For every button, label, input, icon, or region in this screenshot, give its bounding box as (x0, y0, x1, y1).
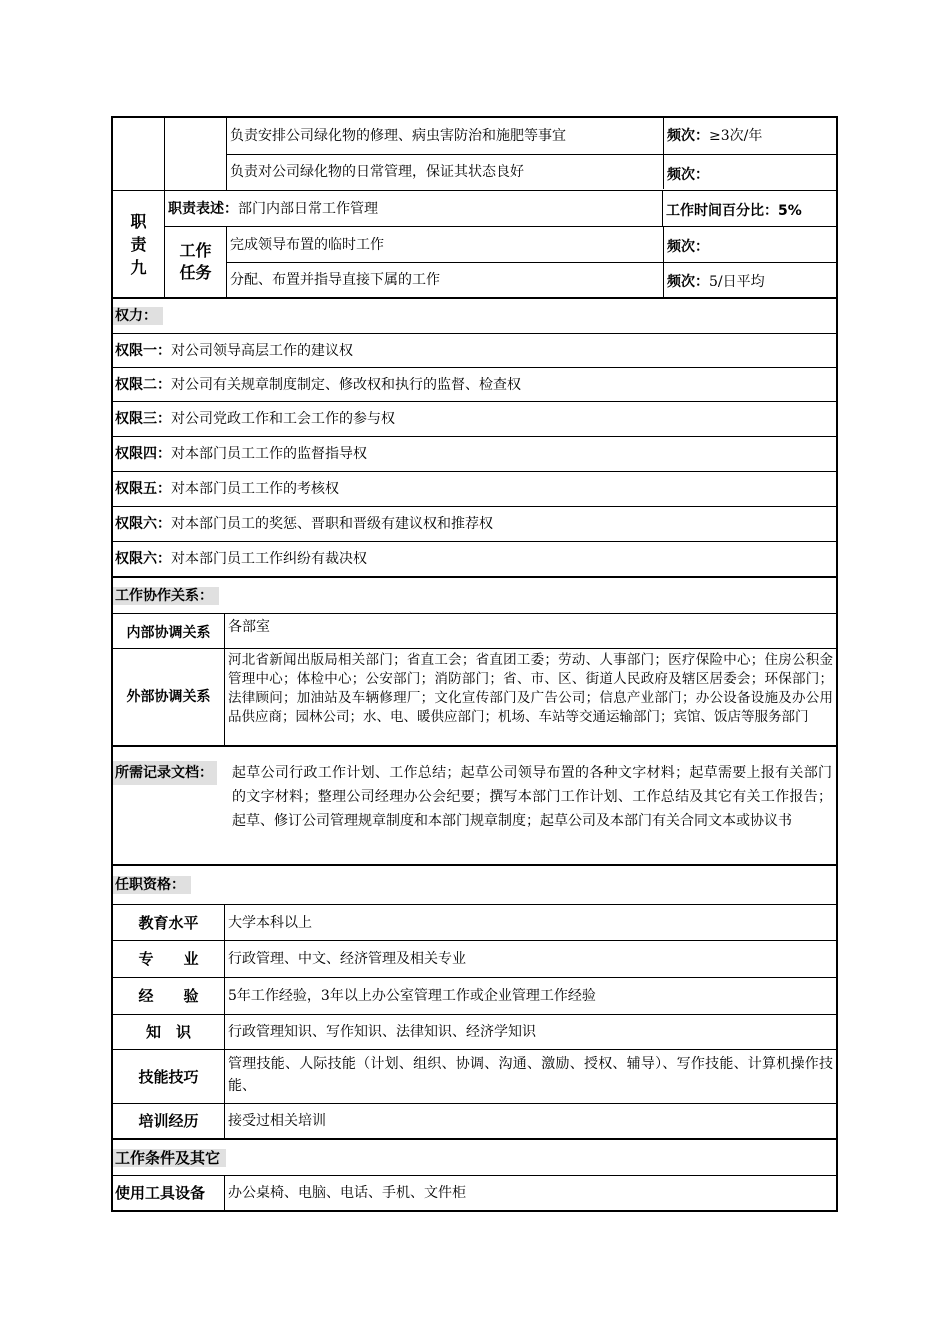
power-label: 权限四： (115, 446, 171, 462)
job-description-page (111, 116, 838, 1212)
freq-value: ≥3次/年 (709, 128, 763, 144)
external-row (113, 648, 836, 745)
qualification-label: 专 业 (138, 950, 199, 968)
power-label: 权限六： (115, 516, 171, 532)
power-label: 权限三： (115, 411, 171, 427)
power-label: 权限一： (115, 342, 171, 359)
power-label: 权限六： (115, 551, 171, 567)
records-row (113, 747, 836, 864)
duty-prev-task-label-cell (165, 118, 226, 190)
duty-body (164, 118, 836, 297)
qualification-value: 接受过相关培训 (224, 1104, 836, 1138)
power-text: 对公司有关规章制度制定、修改权和执行的监督、检查权 (171, 376, 521, 393)
power-row (113, 506, 836, 541)
powers-title-text: 权力： (113, 307, 163, 325)
tools-row (113, 1175, 836, 1210)
qualification-label: 经 验 (138, 987, 199, 1005)
task-text: 分配、布置并指导直接下属的工作 (230, 272, 440, 288)
power-label: 权限五： (115, 481, 171, 497)
records-label-wrap (113, 761, 232, 833)
task-frequency (663, 263, 836, 297)
freq-label: 频次： (667, 167, 709, 183)
task-text: 负责安排公司绿化物的修理、病虫害防治和施肥等事宜 (230, 128, 566, 144)
qualification-row (113, 1103, 836, 1138)
duty9-description (165, 191, 662, 226)
cooperation-title-row (113, 578, 836, 613)
task-frequency (663, 118, 836, 154)
qualification-label: 技能技巧 (138, 1067, 199, 1086)
task-row (227, 227, 836, 262)
conditions-section (111, 1138, 838, 1212)
work-task-label: 工作任务 (179, 241, 212, 282)
power-text: 对本部门员工工作纠纷有裁决权 (171, 551, 367, 567)
power-item (113, 368, 523, 401)
duty-prev-tasks (165, 118, 836, 191)
internal-value: 各部室 (224, 614, 836, 648)
records-section (111, 745, 838, 864)
qualification-value: 管理技能、人际技能（计划、组织、协调、沟通、激励、授权、辅导）、写作技能、计算机操作技能、 (224, 1050, 836, 1103)
power-item (113, 507, 495, 541)
power-item (113, 437, 369, 471)
duty9-description-row (165, 191, 836, 227)
qualifications-section (111, 864, 838, 1138)
task-row (227, 118, 836, 154)
qualification-label: 知 识 (145, 1023, 191, 1041)
qualification-value: 大学本科以上 (224, 905, 836, 940)
external-label: 外部协调关系 (126, 689, 211, 705)
freq-label: 频次： (667, 128, 709, 144)
duty-number-column (113, 118, 164, 297)
cooperation-section (111, 576, 838, 745)
duty-prev-number-cell (113, 118, 164, 191)
tools-value: 办公桌椅、电脑、电话、手机、文件柜 (224, 1176, 836, 1210)
duty9-desc-label: 职责表述： (168, 200, 238, 217)
powers-section (111, 297, 838, 576)
power-row (113, 401, 836, 436)
qualification-value: 行政管理知识、写作知识、法律知识、经济学知识 (224, 1015, 836, 1049)
freq-value: 5/日平均 (709, 274, 765, 290)
power-text: 对公司领导高层工作的建议权 (171, 342, 353, 359)
power-row (113, 541, 836, 576)
tools-label: 使用工具设备 (115, 1184, 206, 1202)
qualifications-title-row (113, 866, 836, 904)
freq-label: 频次： (667, 274, 709, 290)
duty9-tasks (165, 227, 836, 297)
qualification-value: 行政管理、中文、经济管理及相关专业 (224, 941, 836, 977)
cooperation-title-text: 工作协作关系： (113, 587, 219, 605)
task-frequency (663, 227, 836, 262)
task-text: 完成领导布置的临时工作 (230, 236, 384, 253)
powers-title (113, 299, 163, 333)
conditions-title-text: 工作条件及其它 (113, 1149, 226, 1167)
qualification-row (113, 1049, 836, 1103)
power-text: 对本部门员工工作的监督指导权 (171, 446, 367, 462)
qualification-value: 5年工作经验，3年以上办公室管理工作或企业管理工作经验 (224, 978, 836, 1014)
freq-label: 频次： (667, 238, 709, 255)
power-row (113, 471, 836, 506)
power-item (113, 402, 397, 436)
internal-row (113, 613, 836, 648)
power-row (113, 367, 836, 401)
task-row (227, 154, 836, 189)
duty-prev-task-list (226, 118, 836, 190)
power-item (113, 472, 341, 506)
external-value: 河北省新闻出版局相关部门；省直工会；省直团工委；劳动、人事部门；医疗保险中心；住房公积金管理中心；体检中心；公安部门；消防部门；省、市、区、街道人民政府及辖区居委会；环保部门；法律顾问；加油站及车辆修理厂；文化宣传部门及广告公司；信息产业部门；办公设备设施及办公用品供应商；园林公司；水、电、暖供应部门；机场、车站等交通运输部门；宾馆、饭店等服务部门 (224, 649, 836, 745)
duty9-task-list (226, 227, 836, 297)
power-text: 对本部门员工的奖惩、晋职和晋级有建议权和推荐权 (171, 516, 493, 532)
task-row (227, 262, 836, 297)
conditions-title-row (113, 1140, 836, 1175)
records-title: 所需记录文档： (113, 761, 217, 785)
qualification-label: 培训经历 (138, 1112, 199, 1130)
duty9-time-percent: 工作时间百分比：5% (662, 191, 836, 226)
qualifications-title (113, 866, 191, 904)
task-text: 负责对公司绿化物的日常管理，保证其状态良好 (230, 164, 524, 180)
power-text: 对本部门员工工作的考核权 (171, 481, 339, 497)
records-content (113, 747, 836, 833)
duty9-desc-value: 部门内部日常工作管理 (238, 200, 378, 217)
qualification-row (113, 940, 836, 977)
power-item (113, 542, 369, 576)
internal-label: 内部协调关系 (126, 625, 211, 641)
cooperation-title (113, 578, 219, 613)
qualification-row (113, 1014, 836, 1049)
conditions-title (113, 1140, 226, 1175)
duty-section (111, 116, 838, 297)
power-text: 对公司党政工作和工会工作的参与权 (171, 411, 395, 427)
power-row (113, 436, 836, 471)
powers-title-row (113, 299, 836, 333)
duty9-label: 职责九 (130, 211, 147, 277)
qualification-row (113, 904, 836, 940)
power-row (113, 333, 836, 367)
power-label: 权限二： (115, 376, 171, 393)
qualifications-title-text: 任职资格： (113, 876, 191, 894)
records-value: 起草公司行政工作计划、工作总结；起草公司领导布置的各种文字材料；起草需要上报有关部门的文字材料；整理公司经理办公会纪要；撰写本部门工作计划、工作总结及其它有关工作报告；起草、修订公司管理规章制度和本部门规章制度；起草公司及本部门有关合同文本或协议书 (232, 765, 832, 829)
qualification-row (113, 977, 836, 1014)
power-item (113, 334, 355, 367)
qualification-label: 教育水平 (138, 913, 199, 932)
task-frequency (663, 155, 836, 189)
